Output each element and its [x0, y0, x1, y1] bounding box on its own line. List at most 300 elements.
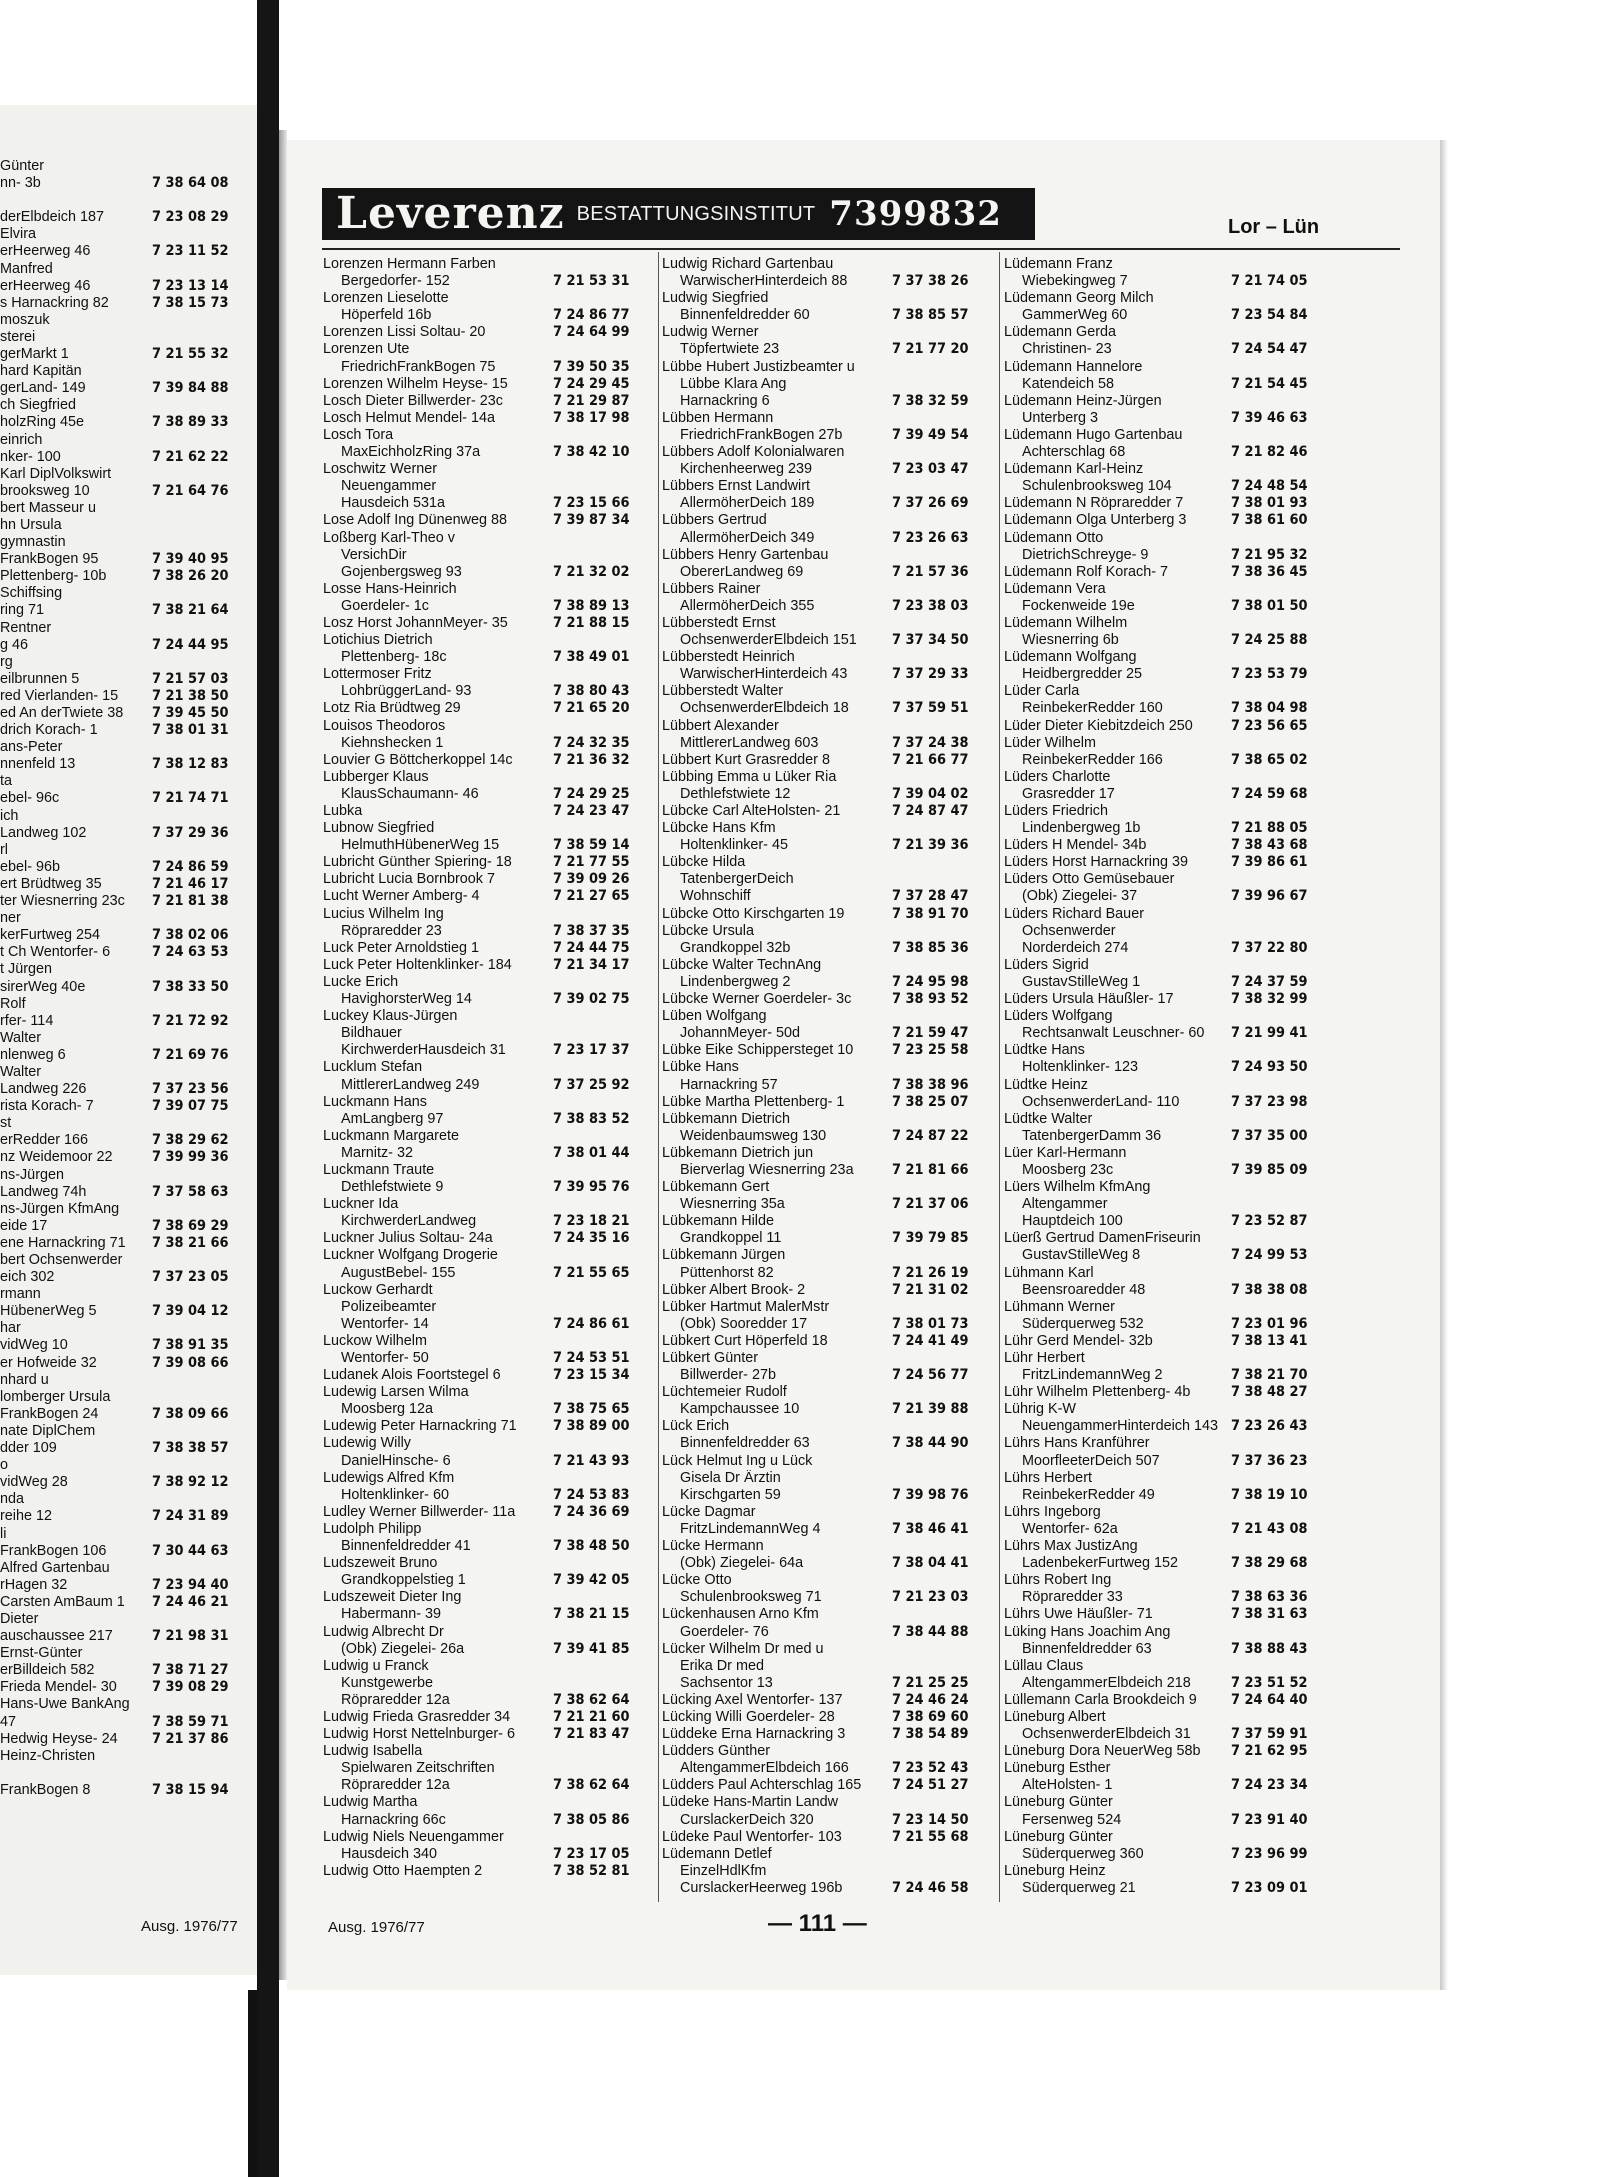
- directory-entry: [1004, 820, 1334, 837]
- directory-entry: [662, 1350, 995, 1367]
- entry-phone: [553, 1521, 656, 1538]
- left-directory-entry: [0, 1098, 248, 1115]
- entry-phone: [152, 1252, 248, 1269]
- book-spine: [257, 0, 279, 2177]
- directory-entry: [323, 359, 656, 376]
- directory-entry: [1004, 1333, 1334, 1350]
- entry-phone: 7 21 21 60: [553, 1708, 630, 1725]
- entry-name: Lübcke Hans Kfm: [662, 820, 776, 837]
- directory-entry: [323, 974, 656, 991]
- entry-name: o: [0, 1457, 9, 1474]
- entry-phone: [553, 1025, 656, 1042]
- advertisement-banner: [322, 188, 1035, 240]
- entry-name: Lübbers Henry Gartenbau: [662, 546, 829, 563]
- directory-entry: [662, 957, 995, 974]
- entry-phone: 7 38 89 13: [553, 597, 630, 614]
- entry-phone: 7 38 49 01: [553, 649, 630, 666]
- entry-name: Lüders Charlotte: [1004, 768, 1111, 785]
- entry-name: Lüdemann Otto: [1004, 529, 1104, 546]
- entry-name: Luckow Gerhardt: [323, 1281, 433, 1298]
- entry-name: auschaussee 217: [0, 1628, 113, 1645]
- directory-entry: [323, 854, 656, 871]
- entry-name: Heidbergredder 25: [1022, 666, 1143, 683]
- directory-entry: [662, 1555, 995, 1572]
- entry-name: Luckow Wilhelm: [323, 1332, 427, 1349]
- header-rule: [322, 248, 1400, 250]
- entry-name: Lüdemann Karl-Heinz: [1004, 461, 1144, 478]
- entry-name: Röpraredder 23: [341, 922, 442, 939]
- directory-entry: [1004, 1743, 1334, 1760]
- entry-phone: [553, 427, 656, 444]
- entry-name: Wiebekingweg 7: [1022, 273, 1128, 290]
- entry-name: AllermöherDeich 189: [680, 495, 815, 512]
- entry-phone: [152, 1423, 248, 1440]
- directory-entry: [662, 615, 995, 632]
- directory-entry: [323, 598, 656, 615]
- entry-phone: [1231, 393, 1334, 410]
- entry-phone: 7 38 83 52: [553, 1110, 630, 1127]
- entry-phone: 7 24 37 59: [1231, 973, 1308, 990]
- entry-name: AmLangberg 97: [341, 1110, 444, 1127]
- bookmark-ribbon: [248, 1990, 258, 2177]
- entry-phone: [152, 1167, 248, 1184]
- entry-name: Lüdemann Wolfgang: [1004, 649, 1137, 666]
- directory-entry: [323, 1504, 656, 1521]
- entry-name: ebel- 96c: [0, 790, 60, 807]
- entry-name: Goerdeler- 1c: [341, 597, 429, 614]
- directory-entry: [662, 1265, 995, 1282]
- entry-name: ns-Jürgen KfmAng: [0, 1200, 120, 1217]
- entry-name: Lücke Hermann: [662, 1538, 764, 1555]
- entry-phone: 7 21 36 32: [553, 751, 630, 768]
- column-divider: [658, 252, 659, 1902]
- directory-entry: [323, 461, 656, 478]
- entry-phone: [892, 1743, 995, 1760]
- entry-phone: 7 21 82 46: [1231, 444, 1308, 461]
- entry-phone: 7 37 26 69: [892, 495, 969, 512]
- directory-entry: [1004, 1572, 1334, 1589]
- entry-phone: 7 37 29 33: [892, 666, 969, 683]
- directory-entry: [1004, 1196, 1334, 1213]
- entry-phone: 7 39 46 63: [1231, 409, 1308, 426]
- left-directory-entry: [0, 1782, 248, 1799]
- directory-entry: [1004, 530, 1334, 547]
- entry-phone: 7 39 09 26: [553, 871, 630, 888]
- entry-phone: 7 24 86 59: [152, 858, 229, 875]
- entry-name: rHagen 32: [0, 1576, 68, 1593]
- entry-name: Carsten AmBaum 1: [0, 1593, 125, 1610]
- entry-name: Wentorfer- 14: [341, 1315, 429, 1332]
- entry-name: Losch Helmut Mendel- 14a: [323, 409, 495, 426]
- entry-name: ReinbekerRedder 166: [1022, 751, 1163, 768]
- entry-phone: 7 21 66 77: [892, 751, 969, 768]
- left-directory-entry: [0, 842, 248, 859]
- directory-entry: [1004, 1675, 1334, 1692]
- entry-name: t Jürgen: [0, 961, 52, 978]
- entry-phone: 7 38 69 29: [152, 1217, 229, 1234]
- entry-phone: [553, 290, 656, 307]
- left-directory-entry: [0, 927, 248, 944]
- directory-entry: [662, 1059, 995, 1076]
- entry-name: erRedder 166: [0, 1132, 89, 1149]
- directory-entry: [323, 1025, 656, 1042]
- entry-phone: 7 21 62 95: [1231, 1743, 1308, 1760]
- directory-entry: [1004, 495, 1334, 512]
- left-directory-entry: [0, 363, 248, 380]
- entry-phone: [892, 649, 995, 666]
- entry-phone: 7 38 12 83: [152, 756, 229, 773]
- directory-entry: [1004, 769, 1334, 786]
- entry-name: Bierverlag Wiesnerring 23a: [680, 1161, 854, 1178]
- entry-phone: [152, 1491, 248, 1508]
- entry-name: eilbrunnen 5: [0, 670, 80, 687]
- directory-entry: [323, 735, 656, 752]
- entry-phone: [892, 1572, 995, 1589]
- entry-name: TatenbergerDeich: [680, 871, 794, 888]
- entry-name: Wiesnerring 6b: [1022, 632, 1119, 649]
- entry-phone: [892, 581, 995, 598]
- entry-phone: 7 24 23 34: [1231, 1777, 1308, 1794]
- directory-entry: [662, 1521, 995, 1538]
- entry-name: gerLand- 149: [0, 380, 86, 397]
- entry-name: Altengammer: [1022, 1196, 1108, 1213]
- entry-name: Kunstgewerbe: [341, 1674, 434, 1691]
- directory-entry: [1004, 615, 1334, 632]
- banner-phone: 7399832: [829, 194, 1002, 234]
- entry-phone: 7 24 56 77: [892, 1367, 969, 1384]
- entry-phone: [892, 1008, 995, 1025]
- entry-name: Landweg 102: [0, 824, 87, 841]
- entry-phone: 7 21 38 50: [152, 687, 229, 704]
- entry-phone: 7 38 36 45: [1231, 563, 1308, 580]
- directory-entry: [323, 341, 656, 358]
- directory-entry: [323, 1846, 656, 1863]
- left-directory-entry: [0, 1030, 248, 1047]
- entry-name: ans-Peter: [0, 739, 63, 756]
- entry-phone: [152, 996, 248, 1013]
- entry-phone: [553, 1675, 656, 1692]
- entry-name: st: [0, 1115, 12, 1132]
- directory-entry: [1004, 290, 1334, 307]
- entry-name: Lotz Ria Brüdtweg 29: [323, 700, 461, 717]
- entry-name: Lüdemann Wilhelm: [1004, 614, 1128, 631]
- entry-name: KlausSchaumann- 46: [341, 785, 479, 802]
- entry-phone: [152, 1372, 248, 1389]
- directory-entry: [1004, 1230, 1334, 1247]
- directory-entry: [1004, 1846, 1334, 1863]
- entry-name: bert Masseur u: [0, 499, 96, 516]
- entry-phone: [1231, 1538, 1334, 1555]
- left-directory-entry: [0, 1577, 248, 1594]
- entry-name: Hedwig Heyse- 24: [0, 1730, 118, 1747]
- left-directory-entry: [0, 1013, 248, 1030]
- entry-phone: [1231, 324, 1334, 341]
- left-directory-entry: [0, 944, 248, 961]
- directory-entry: [662, 1145, 995, 1162]
- directory-entry: [1004, 1880, 1334, 1897]
- entry-name: Lüdemann Hugo Gartenbau: [1004, 426, 1183, 443]
- entry-name: ReinbekerRedder 49: [1022, 1486, 1155, 1503]
- entry-phone: 7 38 38 08: [1231, 1281, 1308, 1298]
- entry-name: Ernst-Günter: [0, 1645, 83, 1662]
- left-directory-entry: [0, 859, 248, 876]
- left-directory-entry: [0, 226, 248, 243]
- entry-phone: 7 23 15 66: [553, 495, 630, 512]
- left-directory-entry: [0, 1201, 248, 1218]
- entry-phone: 7 38 32 99: [1231, 991, 1308, 1008]
- entry-name: Elvira: [0, 226, 36, 243]
- entry-phone: 7 23 01 96: [1231, 1315, 1308, 1332]
- directory-entry: [662, 803, 995, 820]
- entry-phone: [892, 769, 995, 786]
- directory-entry: [1004, 1470, 1334, 1487]
- entry-phone: 7 38 31 63: [1231, 1606, 1308, 1623]
- entry-phone: [553, 1589, 656, 1606]
- entry-name: Unterberg 3: [1022, 409, 1098, 426]
- entry-phone: 7 24 46 58: [892, 1879, 969, 1896]
- entry-phone: [892, 1350, 995, 1367]
- entry-phone: 7 23 26 43: [1231, 1418, 1308, 1435]
- entry-phone: 7 38 26 20: [152, 568, 229, 585]
- entry-name: Lüneburg Esther: [1004, 1760, 1111, 1777]
- entry-phone: 7 21 37 86: [152, 1730, 229, 1747]
- entry-phone: [152, 1611, 248, 1628]
- entry-name: Lübberstedt Ernst: [662, 614, 776, 631]
- entry-phone: [1231, 256, 1334, 273]
- entry-phone: [1231, 1794, 1334, 1811]
- entry-phone: 7 24 53 51: [553, 1350, 630, 1366]
- entry-phone: [553, 1658, 656, 1675]
- directory-entry: [662, 410, 995, 427]
- directory-entry: [662, 718, 995, 735]
- entry-name: DietrichSchreyge- 9: [1022, 546, 1149, 563]
- entry-name: ta: [0, 773, 13, 790]
- directory-entry: [662, 1316, 995, 1333]
- entry-name: Schiffsing: [0, 585, 63, 602]
- left-directory-entry: [0, 500, 248, 517]
- entry-phone: 7 39 85 09: [1231, 1161, 1308, 1178]
- entry-phone: [892, 718, 995, 735]
- page-range-label: Lor – Lün: [1228, 216, 1320, 238]
- entry-name: Lüdemann N Röpraredder 7: [1004, 495, 1184, 512]
- directory-entry: [662, 1384, 995, 1401]
- directory-column-2: [662, 256, 995, 1897]
- entry-phone: [1231, 1265, 1334, 1282]
- entry-name: MittlererLandweg 249: [341, 1076, 480, 1093]
- entry-phone: [152, 1115, 248, 1132]
- entry-phone: [1231, 1111, 1334, 1128]
- left-edition-label: Ausg. 1976/77: [141, 1918, 238, 1935]
- entry-name: ch Siegfried: [0, 397, 76, 414]
- entry-phone: [152, 1748, 248, 1765]
- entry-phone: [1231, 1658, 1334, 1675]
- entry-phone: [1231, 1299, 1334, 1316]
- entry-name: Hausdeich 531a: [341, 495, 446, 512]
- directory-entry: [1004, 1709, 1334, 1726]
- directory-entry: [662, 1846, 995, 1863]
- entry-name: Lüchtemeier Rudolf: [662, 1384, 787, 1401]
- entry-phone: 7 23 38 03: [892, 597, 969, 614]
- entry-phone: [1231, 1435, 1334, 1452]
- entry-phone: 7 30 44 63: [152, 1542, 229, 1559]
- entry-phone: 7 38 88 43: [1231, 1640, 1308, 1657]
- directory-entry: [323, 393, 656, 410]
- entry-name: Lubricht Lucia Bornbrook 7: [323, 871, 495, 888]
- left-directory-entry: [0, 346, 248, 363]
- entry-name: reihe 12: [0, 1508, 53, 1525]
- entry-name: rfer- 114: [0, 1012, 54, 1029]
- directory-entry: [323, 1282, 656, 1299]
- entry-name: lomberger Ursula: [0, 1388, 111, 1405]
- entry-phone: 7 38 05 86: [553, 1811, 630, 1828]
- entry-phone: 7 38 38 96: [892, 1076, 969, 1093]
- directory-entry: [323, 1094, 656, 1111]
- entry-phone: 7 39 96 67: [1231, 888, 1308, 905]
- entry-name: CurslackerDeich 320: [680, 1811, 814, 1828]
- directory-entry: [662, 1282, 995, 1299]
- left-directory-entry: [0, 637, 248, 654]
- directory-entry: [323, 1606, 656, 1623]
- directory-entry: [323, 581, 656, 598]
- directory-entry: [662, 923, 995, 940]
- left-directory-entry: [0, 261, 248, 278]
- directory-entry: [1004, 991, 1334, 1008]
- left-directory-entry: [0, 432, 248, 449]
- entry-phone: 7 21 77 55: [553, 854, 630, 871]
- page-number: — 111 —: [768, 1910, 867, 1937]
- entry-phone: 7 24 36 69: [553, 1503, 630, 1520]
- entry-phone: 7 38 69 60: [892, 1708, 969, 1725]
- directory-entry: [323, 1555, 656, 1572]
- directory-entry: [662, 1606, 995, 1623]
- entry-name: Lübbers Adolf Kolonialwaren: [662, 444, 845, 461]
- entry-phone: [553, 1555, 656, 1572]
- entry-phone: [1231, 1863, 1334, 1880]
- directory-entry: [1004, 1692, 1334, 1709]
- entry-name: Lorenzen Lieselotte: [323, 290, 449, 307]
- entry-name: Lüking Hans Joachim Ang: [1004, 1623, 1171, 1640]
- directory-entry: [662, 1435, 995, 1452]
- entry-name: Lüdtke Heinz: [1004, 1076, 1088, 1093]
- directory-entry: [662, 1572, 995, 1589]
- directory-entry: [1004, 1042, 1334, 1059]
- directory-entry: [1004, 1162, 1334, 1179]
- entry-phone: [1231, 1470, 1334, 1487]
- directory-entry: [1004, 837, 1334, 854]
- entry-name: AugustBebel- 155: [341, 1264, 456, 1281]
- entry-phone: 7 38 17 98: [553, 409, 630, 426]
- entry-phone: [1231, 923, 1334, 940]
- entry-name: Lindenbergweg 1b: [1022, 820, 1141, 837]
- directory-entry: [1004, 1829, 1334, 1846]
- entry-phone: [553, 1760, 656, 1777]
- directory-entry: [662, 1589, 995, 1606]
- entry-name: vidWeg 10: [0, 1337, 68, 1354]
- directory-entry: [1004, 632, 1334, 649]
- entry-phone: [553, 906, 656, 923]
- entry-name: Luck Peter Holtenklinker- 184: [323, 956, 512, 973]
- directory-entry: [323, 1145, 656, 1162]
- entry-phone: [1231, 1760, 1334, 1777]
- directory-entry: [323, 1453, 656, 1470]
- directory-entry: [662, 1111, 995, 1128]
- entry-name: Lückenhausen Arno Kfm: [662, 1606, 819, 1623]
- directory-entry: [662, 1401, 995, 1418]
- directory-entry: [662, 1658, 995, 1675]
- entry-name: Ludwig Frieda Grasredder 34: [323, 1708, 511, 1725]
- entry-name: hard Kapitän: [0, 363, 82, 380]
- left-directory-entry: [0, 1167, 248, 1184]
- directory-entry: [662, 1641, 995, 1658]
- entry-phone: [553, 820, 656, 837]
- entry-phone: [553, 461, 656, 478]
- directory-entry: [1004, 1589, 1334, 1606]
- entry-name: Harnackring 66c: [341, 1811, 446, 1828]
- entry-name: Püttenhorst 82: [680, 1264, 774, 1281]
- entry-name: Lübbe Klara Ang: [680, 375, 787, 392]
- directory-entry: [323, 718, 656, 735]
- left-directory-entry: [0, 773, 248, 790]
- entry-phone: 7 39 50 35: [553, 358, 630, 375]
- entry-phone: 7 38 01 50: [1231, 597, 1308, 614]
- entry-phone: 7 38 91 35: [152, 1337, 229, 1354]
- directory-entry: [662, 341, 995, 358]
- entry-name: GustavStilleWeg 8: [1022, 1247, 1141, 1264]
- entry-phone: [1231, 683, 1334, 700]
- directory-entry: [1004, 1641, 1334, 1658]
- entry-phone: [1231, 290, 1334, 307]
- left-directory-entry: [0, 1389, 248, 1406]
- left-directory-entry: [0, 1765, 248, 1782]
- directory-entry: [1004, 803, 1334, 820]
- entry-name: Ludwig Werner: [662, 324, 759, 341]
- entry-phone: [152, 961, 248, 978]
- directory-entry: [1004, 307, 1334, 324]
- entry-phone: 7 38 93 52: [892, 991, 969, 1008]
- directory-entry: [1004, 974, 1334, 991]
- entry-name: Ludley Werner Billwerder- 11a: [323, 1503, 516, 1520]
- entry-phone: 7 37 38 26: [892, 273, 969, 290]
- entry-phone: 7 38 61 60: [1231, 512, 1308, 529]
- entry-phone: 7 23 51 52: [1231, 1674, 1308, 1691]
- entry-phone: 7 37 23 05: [152, 1269, 229, 1286]
- entry-phone: [892, 854, 995, 871]
- entry-phone: [892, 1863, 995, 1880]
- directory-entry: [662, 273, 995, 290]
- left-directory-entry: [0, 1320, 248, 1337]
- entry-phone: 7 21 69 76: [152, 1046, 229, 1063]
- entry-phone: [892, 1384, 995, 1401]
- entry-phone: [152, 261, 248, 278]
- entry-phone: [152, 1526, 248, 1543]
- directory-entry: [662, 1709, 995, 1726]
- entry-name: Lüders Richard Bauer: [1004, 905, 1144, 922]
- entry-phone: 7 39 95 76: [553, 1179, 630, 1196]
- entry-phone: 7 38 63 36: [1231, 1589, 1308, 1606]
- entry-name: Ludolph Philipp: [323, 1520, 422, 1537]
- entry-name: Lüdemann Rolf Korach- 7: [1004, 563, 1168, 580]
- entry-name: Manfred: [0, 260, 53, 277]
- entry-phone: [152, 397, 248, 414]
- entry-name: [0, 192, 152, 209]
- left-directory-entry: [0, 209, 248, 226]
- entry-phone: [1231, 1504, 1334, 1521]
- directory-entry: [323, 290, 656, 307]
- directory-entry: [662, 478, 995, 495]
- directory-entry: [662, 1538, 995, 1555]
- directory-column-1: [323, 256, 656, 1880]
- entry-phone: 7 24 54 47: [1231, 341, 1308, 358]
